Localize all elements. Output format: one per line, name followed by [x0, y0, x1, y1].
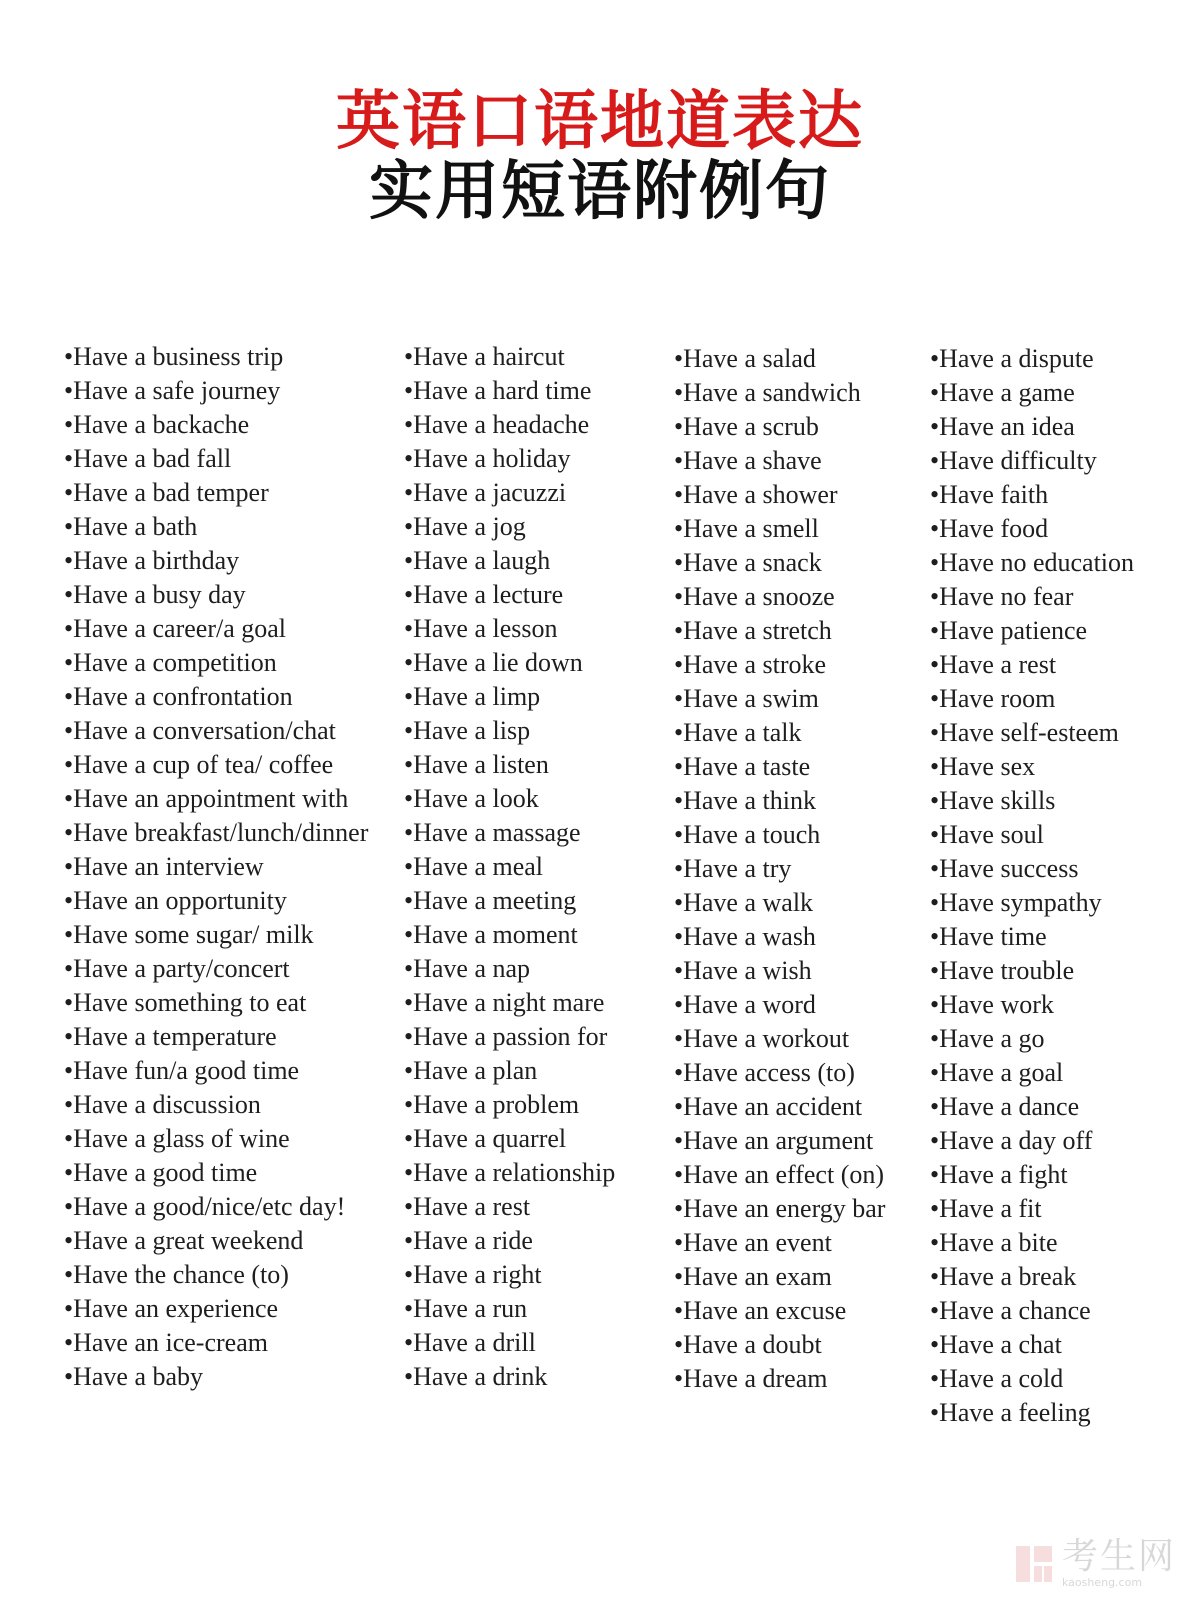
phrase-item: •Have a lecture — [404, 580, 564, 609]
phrase-item: •Have a glass of wine — [64, 1124, 290, 1153]
phrase-item: •Have a haircut — [404, 342, 565, 371]
phrase-item: •Have a day off — [930, 1126, 1093, 1155]
phrase-item: •Have a ride — [404, 1226, 533, 1255]
phrase-item: •Have a dream — [674, 1364, 828, 1393]
phrase-item: •Have trouble — [930, 956, 1075, 985]
kaosheng-logo-icon — [1014, 1544, 1054, 1584]
phrase-item: •Have skills — [930, 786, 1056, 815]
phrase-item: •Have a drink — [404, 1362, 548, 1391]
title-line-1: 英语口语地道表达 — [336, 85, 864, 159]
phrase-item: •Have some sugar/ milk — [64, 920, 314, 949]
phrase-item: •Have a backache — [64, 410, 250, 439]
phrase-item: •Have a temperature — [64, 1022, 277, 1051]
phrase-item: •Have a safe journey — [64, 376, 281, 405]
phrase-item: •Have a goal — [930, 1058, 1064, 1087]
phrase-item: •Have something to eat — [64, 988, 307, 1017]
phrase-item: •Have a lie down — [404, 648, 583, 677]
phrase-item: •Have a good time — [64, 1158, 258, 1187]
phrase-item: •Have a workout — [674, 1024, 850, 1053]
phrase-column-3 — [674, 342, 885, 1396]
phrase-item: •Have a snack — [674, 548, 822, 577]
phrase-item: •Have a right — [404, 1260, 542, 1289]
phrase-item: •Have no education — [930, 548, 1135, 577]
phrase-item: •Have a career/a goal — [64, 614, 287, 643]
phrase-item: •Have a moment — [404, 920, 578, 949]
phrase-item: •Have a taste — [674, 752, 811, 781]
phrase-item: •Have soul — [930, 820, 1044, 849]
phrase-item: •Have a sandwich — [674, 378, 861, 407]
phrase-item: •Have a great weekend — [64, 1226, 304, 1255]
watermark-text-cn: 考生网 — [1061, 1536, 1176, 1577]
phrase-item: •Have a try — [674, 854, 792, 883]
title-line-2: 实用短语附例句 — [369, 155, 831, 229]
phrase-item: •Have a break — [930, 1262, 1077, 1291]
watermark-text-en: kaosheng.com — [1061, 1576, 1143, 1589]
phrase-item: •Have a listen — [404, 750, 549, 779]
phrase-item: •Have a lesson — [404, 614, 558, 643]
phrase-item: •Have an idea — [930, 412, 1075, 441]
phrase-item: •Have a conversation/chat — [64, 716, 336, 745]
phrase-item: •Have a lisp — [404, 716, 531, 745]
phrase-item: •Have an appointment with — [64, 784, 349, 813]
phrase-item: •Have a dance — [930, 1092, 1080, 1121]
phrase-item: •Have success — [930, 854, 1079, 883]
phrase-item: •Have food — [930, 514, 1049, 543]
phrase-item: •Have a competition — [64, 648, 277, 677]
phrase-item: •Have a business trip — [64, 342, 284, 371]
phrase-item: •Have a laugh — [404, 546, 551, 575]
phrase-item: •Have an interview — [64, 852, 264, 881]
phrase-item: •Have an excuse — [674, 1296, 847, 1325]
phrase-item: •Have a meal — [404, 852, 544, 881]
phrase-item: •Have a game — [930, 378, 1075, 407]
phrase-item: •Have a quarrel — [404, 1124, 567, 1153]
phrase-item: •Have self-esteem — [930, 718, 1119, 747]
phrase-item: •Have a bad fall — [64, 444, 232, 473]
phrase-item: •Have work — [930, 990, 1054, 1019]
phrase-column-4 — [930, 342, 1134, 1430]
phrase-item: •Have a birthday — [64, 546, 240, 575]
phrase-item: •Have time — [930, 922, 1047, 951]
phrase-item: •Have patience — [930, 616, 1088, 645]
phrase-item: •Have a chance — [930, 1296, 1091, 1325]
phrase-item: •Have a swim — [674, 684, 819, 713]
phrase-item: •Have a nap — [404, 954, 531, 983]
phrase-item: •Have a dispute — [930, 344, 1094, 373]
phrase-item: •Have a hard time — [404, 376, 592, 405]
phrase-item: •Have a rest — [930, 650, 1057, 679]
phrase-item: •Have a rest — [404, 1192, 531, 1221]
phrase-item: •Have faith — [930, 480, 1049, 509]
watermark — [1014, 1536, 1176, 1589]
phrase-item: •Have a plan — [404, 1056, 538, 1085]
phrase-item: •Have an experience — [64, 1294, 279, 1323]
phrase-item: •Have a snooze — [674, 582, 835, 611]
phrase-item: •Have an ice-cream — [64, 1328, 268, 1357]
phrase-item: •Have a bath — [64, 512, 198, 541]
phrase-item: •Have a touch — [674, 820, 821, 849]
phrase-item: •Have a holiday — [404, 444, 571, 473]
phrase-item: •Have sympathy — [930, 888, 1102, 917]
phrase-item: •Have a stretch — [674, 616, 832, 645]
phrase-item: •Have a go — [930, 1024, 1045, 1053]
phrase-item: •Have a discussion — [64, 1090, 261, 1119]
phrase-item: •Have a scrub — [674, 412, 819, 441]
phrase-item: •Have a problem — [404, 1090, 580, 1119]
phrase-item: •Have difficulty — [930, 446, 1097, 475]
phrase-item: •Have a passion for — [404, 1022, 608, 1051]
phrase-item: •Have an energy bar — [674, 1194, 886, 1223]
phrase-item: •Have access (to) — [674, 1058, 855, 1087]
phrase-item: •Have breakfast/lunch/dinner — [64, 818, 369, 847]
phrase-item: •Have a run — [404, 1294, 528, 1323]
phrase-item: •Have the chance (to) — [64, 1260, 289, 1289]
phrase-item: •Have a feeling — [930, 1398, 1091, 1427]
phrase-item: •Have a busy day — [64, 580, 246, 609]
phrase-item: •Have a shave — [674, 446, 822, 475]
phrase-item: •Have an event — [674, 1228, 832, 1257]
phrase-item: •Have a wash — [674, 922, 816, 951]
phrase-item: •Have a jog — [404, 512, 526, 541]
phrase-item: •Have fun/a good time — [64, 1056, 300, 1085]
phrase-item: •Have a salad — [674, 344, 816, 373]
phrase-item: •Have a smell — [674, 514, 819, 543]
phrase-item: •Have a massage — [404, 818, 581, 847]
phrase-item: •Have an effect (on) — [674, 1160, 885, 1189]
phrase-item: •Have a fit — [930, 1194, 1042, 1223]
phrase-item: •Have a talk — [674, 718, 802, 747]
phrase-item: •Have a night mare — [404, 988, 605, 1017]
phrase-column-1 — [64, 340, 368, 1394]
phrase-item: •Have a relationship — [404, 1158, 616, 1187]
phrase-item: •Have a confrontation — [64, 682, 293, 711]
phrase-item: •Have a cup of tea/ coffee — [64, 750, 334, 779]
phrase-item: •Have a look — [404, 784, 539, 813]
phrase-item: •Have sex — [930, 752, 1036, 781]
phrase-item: •Have a jacuzzi — [404, 478, 567, 507]
phrase-item: •Have a baby — [64, 1362, 204, 1391]
phrase-item: •Have a chat — [930, 1330, 1062, 1359]
phrase-item: •Have a bite — [930, 1228, 1058, 1257]
phrase-item: •Have no fear — [930, 582, 1074, 611]
phrase-item: •Have a word — [674, 990, 816, 1019]
phrase-item: •Have room — [930, 684, 1056, 713]
phrase-item: •Have a drill — [404, 1328, 536, 1357]
phrase-item: •Have a headache — [404, 410, 590, 439]
phrase-item: •Have a bad temper — [64, 478, 269, 507]
phrase-item: •Have a think — [674, 786, 816, 815]
phrase-column-2 — [404, 340, 615, 1394]
phrase-item: •Have a shower — [674, 480, 838, 509]
phrase-item: •Have a meeting — [404, 886, 577, 915]
phrase-item: •Have a party/concert — [64, 954, 290, 983]
phrase-item: •Have an exam — [674, 1262, 832, 1291]
phrase-item: •Have an accident — [674, 1092, 863, 1121]
phrase-item: •Have a doubt — [674, 1330, 822, 1359]
phrase-item: •Have a good/nice/etc day! — [64, 1192, 346, 1221]
phrase-item: •Have a fight — [930, 1160, 1068, 1189]
phrase-item: •Have a cold — [930, 1364, 1064, 1393]
phrase-item: •Have a walk — [674, 888, 814, 917]
phrase-item: •Have a stroke — [674, 650, 827, 679]
phrase-item: •Have a limp — [404, 682, 541, 711]
phrase-item: •Have an opportunity — [64, 886, 287, 915]
phrase-item: •Have a wish — [674, 956, 812, 985]
phrase-item: •Have an argument — [674, 1126, 874, 1155]
